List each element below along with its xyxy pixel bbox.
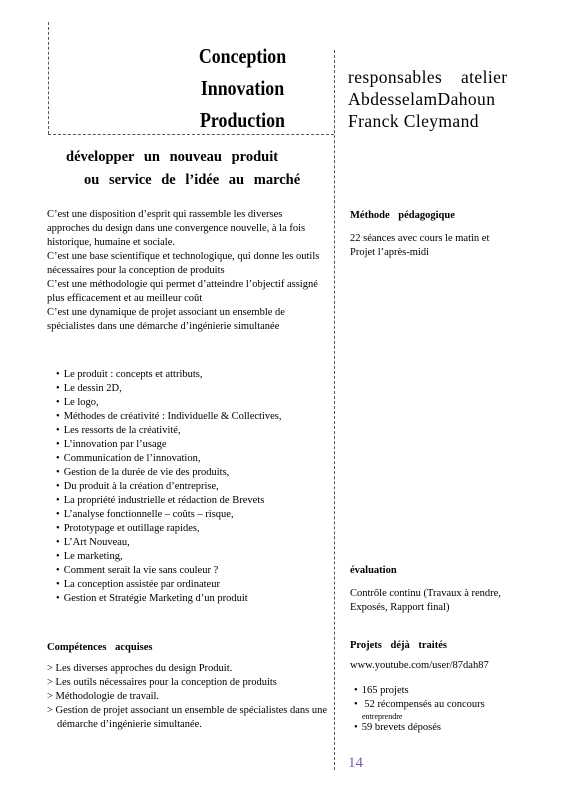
- competences-heading: Compétences acquises: [47, 642, 153, 653]
- list-item: • Le marketing,: [56, 550, 336, 564]
- responsables-heading: responsables atelier: [348, 67, 508, 87]
- list-item: • L’analyse fonctionnelle – coûts – risque,: [56, 508, 336, 522]
- list-item: • Gestion de la durée de vie des produits,: [56, 466, 336, 480]
- evaluation-text: [350, 587, 540, 615]
- list-item: [354, 698, 524, 721]
- list-item: • L’Art Nouveau,: [56, 536, 336, 550]
- projets-heading: Projets déjà traités: [350, 640, 447, 651]
- intro-paragraph: C’est une dynamique de projet associant un ensemble de spécialistes dans une démarche d’ingénierie simultanée: [47, 307, 285, 332]
- projets-list: [354, 684, 524, 735]
- subtitle-line: ou service de l’idée au marché: [84, 172, 301, 188]
- responsable-name: Franck Cleymand: [348, 111, 479, 131]
- list-item: • Prototypage et outillage rapides,: [56, 522, 336, 536]
- intro-paragraph: C’est une disposition d’esprit qui rassemble les diverses approches du design dans une convergence nouvelle, à la fois historique, humaine et sociale.: [47, 209, 306, 248]
- intro-paragraph: C’est une base scientifique et technologique, qui donne les outils nécessaires pour la conception de produits: [47, 251, 320, 276]
- left-vertical-divider: [48, 22, 49, 134]
- list-item: > Gestion de projet associant un ensemble de spécialistes dans une démarche d’ingénierie simultanée.: [47, 704, 332, 732]
- list-item: • L’innovation par l’usage: [56, 438, 336, 452]
- intro-text: [47, 208, 325, 334]
- responsable-name: AbdesselamDahoun: [348, 89, 496, 109]
- evaluation-line: Exposés, Rapport final): [350, 602, 450, 613]
- list-item: • Gestion et Stratégie Marketing d’un produit: [56, 592, 336, 606]
- title-line: Innovation: [200, 76, 285, 100]
- list-item: • Le produit : concepts et attributs,: [56, 368, 336, 382]
- page-title: [164, 40, 321, 136]
- methode-heading: Méthode pédagogique: [350, 210, 455, 221]
- list-item: • La conception assistée par ordinateur: [56, 578, 336, 592]
- evaluation-heading: évaluation: [350, 565, 397, 576]
- competences-list: [47, 662, 332, 732]
- list-item: • Le dessin 2D,: [56, 382, 336, 396]
- list-item: • 165 projets: [354, 684, 524, 698]
- list-item: • La propriété industrielle et rédaction de Brevets: [56, 494, 336, 508]
- list-item: • Du produit à la création d’entreprise,: [56, 480, 336, 494]
- list-item: • Le logo,: [56, 396, 336, 410]
- title-line: Production: [200, 108, 285, 132]
- responsables-block: [348, 66, 508, 132]
- topics-list: [56, 368, 336, 606]
- list-item: • Communication de l’innovation,: [56, 452, 336, 466]
- list-item: • Méthodes de créativité : Individuelle & Collectives,: [56, 410, 336, 424]
- subtitle: [58, 146, 328, 192]
- list-item: • Comment serait la vie sans couleur ?: [56, 564, 336, 578]
- list-item: • 59 brevets déposés: [354, 721, 524, 735]
- list-item-note: entreprendre: [362, 712, 403, 721]
- title-line: Conception: [198, 44, 287, 68]
- list-item: > Les diverses approches du design Produit.: [47, 662, 332, 676]
- list-item: > Les outils nécessaires pour la conception de produits: [47, 676, 332, 690]
- intro-paragraph: C’est une méthodologie qui permet d’atteindre l’objectif assigné plus efficacement et au meilleur coût: [47, 279, 318, 304]
- list-item-label: 52 récompensés au concours: [364, 699, 485, 710]
- methode-text: [350, 232, 530, 260]
- evaluation-line: Contrôle continu (Travaux à rendre,: [350, 588, 501, 599]
- youtube-link[interactable]: www.youtube.com/user/87dah87: [350, 660, 489, 671]
- list-item: > Méthodologie de travail.: [47, 690, 332, 704]
- page-number: 14: [348, 755, 363, 771]
- list-item: • Les ressorts de la créativité,: [56, 424, 336, 438]
- subtitle-line: développer un nouveau produit: [66, 149, 279, 165]
- methode-line: Projet l’après-midi: [350, 247, 430, 258]
- methode-line: 22 séances avec cours le matin et: [350, 233, 490, 244]
